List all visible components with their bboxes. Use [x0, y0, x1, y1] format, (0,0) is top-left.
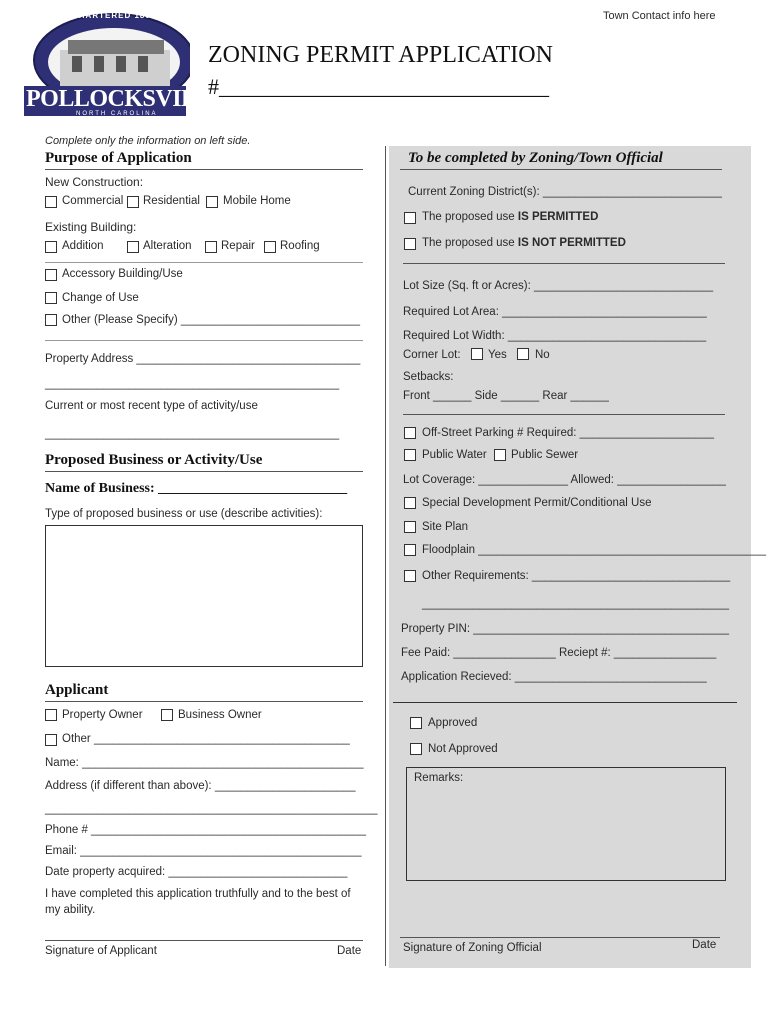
- mobile-home-label: Mobile Home: [223, 195, 291, 207]
- permitted-label: [422, 211, 598, 223]
- corner-lot-label: Corner Lot:: [403, 349, 461, 361]
- business-heading: Proposed Business or Activity/Use: [45, 452, 263, 468]
- official-signature-line[interactable]: [400, 937, 720, 938]
- required-width-field[interactable]: Required Lot Width: _______________________________: [403, 330, 707, 342]
- applicant-email-field[interactable]: Email: ____________________________________________: [45, 845, 362, 857]
- lot-size-field[interactable]: Lot Size (Sq. ft or Acres): ____________________________: [403, 280, 714, 292]
- corner-lot-yes-label: Yes: [488, 349, 507, 361]
- applicant-address-line2[interactable]: ____________________________________________________: [45, 803, 378, 815]
- instruction-text: Complete only the information on left side.: [45, 135, 251, 147]
- other-specify-field[interactable]: Other (Please Specify) ____________________________: [62, 314, 360, 326]
- zoning-district-field[interactable]: Current Zoning District(s): ____________________________: [408, 186, 722, 198]
- form-number[interactable]: #______________________________: [208, 74, 549, 99]
- change-of-use-checkbox[interactable]: [45, 292, 57, 304]
- other-applicant-field[interactable]: Other ________________________________________: [62, 733, 350, 745]
- offstreet-parking-checkbox[interactable]: [404, 427, 416, 439]
- offstreet-parking-field[interactable]: Off-Street Parking # Required: _____________________: [422, 427, 714, 439]
- public-sewer-checkbox[interactable]: [494, 449, 506, 461]
- property-owner-checkbox[interactable]: [45, 709, 57, 721]
- roofing-label: Roofing: [280, 240, 320, 252]
- certification-text: I have completed this application truthfully and to the best of: [45, 888, 351, 900]
- official-date-label: Date: [692, 939, 717, 951]
- commercial-checkbox[interactable]: [45, 196, 57, 208]
- permitted-checkbox[interactable]: [404, 212, 416, 224]
- applicant-phone-field[interactable]: Phone # ___________________________________________: [45, 824, 367, 836]
- site-plan-checkbox[interactable]: [404, 521, 416, 533]
- other-applicant-checkbox[interactable]: [45, 734, 57, 746]
- other-rule: [45, 340, 363, 341]
- public-sewer-label: Public Sewer: [511, 449, 579, 461]
- logo-state-text: NORTH CAROLINA: [76, 111, 158, 117]
- floodplain-field[interactable]: Floodplain _____________________________________________: [422, 544, 767, 556]
- purpose-rule: [45, 169, 363, 170]
- remarks-box[interactable]: [406, 767, 726, 881]
- commercial-label: Commercial: [62, 195, 124, 207]
- public-water-checkbox[interactable]: [404, 449, 416, 461]
- town-contact-info: Town Contact info here: [603, 10, 716, 22]
- change-of-use-label: Change of Use: [62, 292, 139, 304]
- residential-checkbox[interactable]: [127, 196, 139, 208]
- applicant-date-label: Date: [337, 945, 362, 957]
- official-heading: To be completed by Zoning/Town Official: [408, 150, 663, 166]
- application-received-field[interactable]: Application Recieved: ______________________________: [401, 671, 707, 683]
- approved-checkbox[interactable]: [410, 717, 422, 729]
- public-water-label: Public Water: [422, 449, 487, 461]
- property-address-line2[interactable]: ______________________________________________: [45, 378, 340, 390]
- other-requirements-checkbox[interactable]: [404, 570, 416, 582]
- date-acquired-field[interactable]: Date property acquired: ____________________________: [45, 866, 348, 878]
- logo-town-name: POLLOCKSVILLE: [26, 86, 228, 112]
- applicant-address-field[interactable]: Address (if different than above): ______________________: [45, 780, 356, 792]
- applicant-heading: Applicant: [45, 682, 109, 698]
- required-area-field[interactable]: Required Lot Area: ________________________________: [403, 306, 707, 318]
- received-rule: [393, 702, 737, 703]
- current-activity-field[interactable]: ______________________________________________: [45, 428, 340, 440]
- other-requirements-line2[interactable]: ________________________________________________: [422, 598, 729, 610]
- certification-text-2: my ability.: [45, 904, 96, 916]
- business-rule: [45, 471, 363, 472]
- business-type-label: Type of proposed business or use (describe activities):: [45, 508, 323, 520]
- accessory-checkbox[interactable]: [45, 269, 57, 281]
- property-owner-label: Property Owner: [62, 709, 143, 721]
- corner-lot-no-label: No: [535, 349, 550, 361]
- corner-lot-yes-checkbox[interactable]: [471, 348, 483, 360]
- permitted-bold: IS PERMITTED: [517, 211, 599, 223]
- repair-checkbox[interactable]: [205, 241, 217, 253]
- not-approved-label: Not Approved: [428, 743, 498, 755]
- repair-label: Repair: [221, 240, 255, 252]
- special-permit-checkbox[interactable]: [404, 497, 416, 509]
- mobile-home-checkbox[interactable]: [206, 196, 218, 208]
- business-owner-checkbox[interactable]: [161, 709, 173, 721]
- applicant-rule: [45, 701, 363, 702]
- logo-top-text: CHARTERED 1898: [72, 11, 157, 20]
- applicant-signature-label: Signature of Applicant: [45, 945, 157, 957]
- applicant-signature-line[interactable]: [45, 940, 363, 941]
- permitted-prefix: The proposed use: [422, 211, 518, 223]
- lot-coverage-field[interactable]: Lot Coverage: ______________ Allowed: _________________: [403, 474, 726, 486]
- fee-receipt-field[interactable]: Fee Paid: ________________ Reciept #: ________________: [401, 647, 717, 659]
- existing-rule: [45, 262, 363, 263]
- floodplain-checkbox[interactable]: [404, 544, 416, 556]
- other-requirements-field[interactable]: Other Requirements: _______________________________: [422, 570, 731, 582]
- addition-label: Addition: [62, 240, 104, 252]
- panel-left-border: [385, 146, 386, 966]
- business-description-box[interactable]: [45, 525, 363, 667]
- pollocksville-logo: [20, 10, 228, 122]
- existing-building-label: Existing Building:: [45, 220, 137, 234]
- remarks-label: Remarks:: [414, 772, 464, 784]
- new-construction-label: New Construction:: [45, 175, 144, 189]
- accessory-label: Accessory Building/Use: [62, 268, 183, 280]
- alteration-checkbox[interactable]: [127, 241, 139, 253]
- not-permitted-bold: IS NOT PERMITTED: [517, 237, 626, 249]
- corner-lot-no-checkbox[interactable]: [517, 348, 529, 360]
- not-permitted-checkbox[interactable]: [404, 238, 416, 250]
- form-title: ZONING PERMIT APPLICATION: [208, 42, 553, 68]
- other-specify-checkbox[interactable]: [45, 314, 57, 326]
- addition-checkbox[interactable]: [45, 241, 57, 253]
- approved-label: Approved: [428, 717, 478, 729]
- business-owner-label: Business Owner: [178, 709, 262, 721]
- residential-label: Residential: [143, 195, 200, 207]
- roofing-checkbox[interactable]: [264, 241, 276, 253]
- alteration-label: Alteration: [143, 240, 192, 252]
- not-permitted-prefix: The proposed use: [422, 237, 518, 249]
- official-signature-label: Signature of Zoning Official: [403, 942, 542, 954]
- special-permit-label: Special Development Permit/Conditional Use: [422, 497, 652, 509]
- setback-rule: [403, 414, 725, 415]
- setback-values-field[interactable]: Front ______ Side ______ Rear ______: [403, 390, 609, 402]
- permit-rule: [403, 263, 725, 264]
- property-pin-field[interactable]: Property PIN: ________________________________________: [401, 623, 730, 635]
- applicant-name-field[interactable]: Name: ____________________________________________: [45, 757, 364, 769]
- business-name-field[interactable]: Name of Business: ___________________________: [45, 481, 348, 496]
- property-address-field[interactable]: Property Address ___________________________________: [45, 353, 361, 365]
- official-heading-rule: [400, 169, 722, 170]
- not-permitted-label: [422, 237, 626, 249]
- purpose-heading: Purpose of Application: [45, 150, 192, 166]
- setbacks-label: Setbacks:: [403, 371, 454, 383]
- not-approved-checkbox[interactable]: [410, 743, 422, 755]
- current-activity-label: Current or most recent type of activity/use: [45, 400, 258, 412]
- site-plan-label: Site Plan: [422, 521, 469, 533]
